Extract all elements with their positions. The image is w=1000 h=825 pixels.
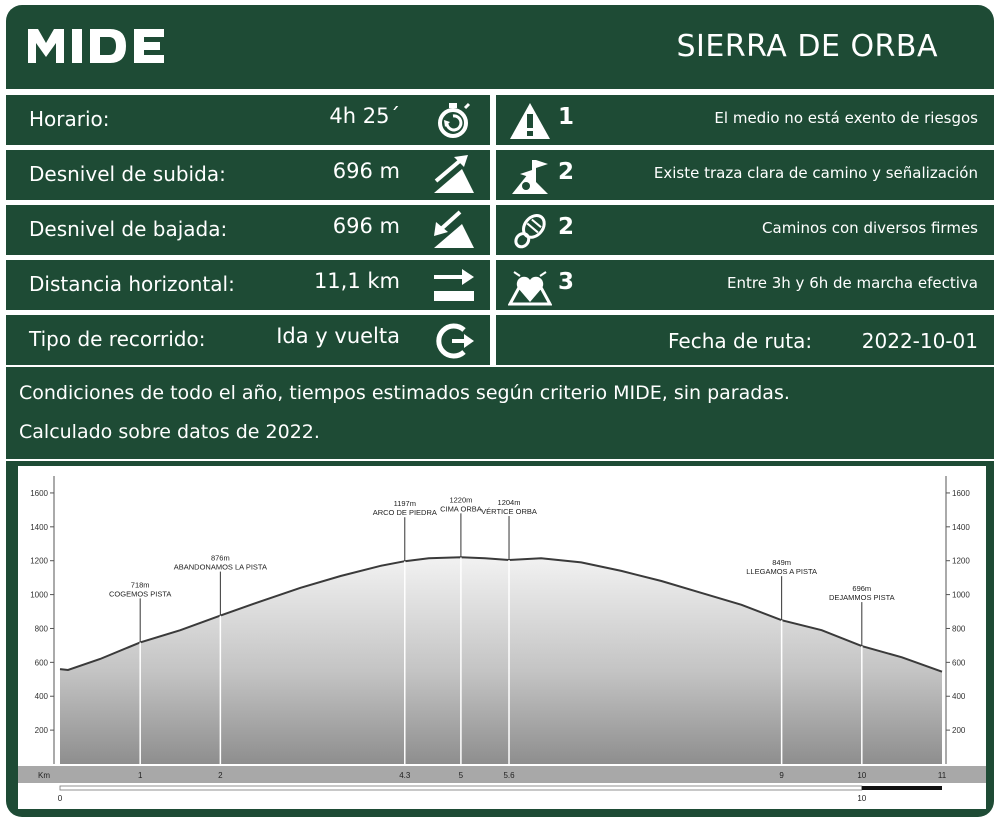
x-tick-label: 4.3 [399,771,411,780]
waypoint-name-label: COGEMOS PISTA [108,589,172,599]
rating-row-esfuerzo [496,260,994,310]
waypoint-name-label: LLEGAMOS A PISTA [746,567,818,577]
y-tick-label-right: 800 [952,624,966,634]
round-trip-icon [432,320,474,360]
waypoint-name-label: ABANDONAMOS LA PISTA [173,562,267,572]
footprint-icon [508,211,552,251]
scale-bar-dark [862,786,942,790]
rating-score: 2 [558,159,575,185]
rating-score: 1 [558,104,575,130]
distance-arrow-icon [432,265,474,305]
orientation-signpost-icon [508,156,552,196]
scale-label-start: 0 [57,794,63,803]
route-date-value: 2022-10-01 [861,329,978,353]
rating-text: Entre 3h y 6h de marcha efectiva [727,274,978,292]
waypoint-elevation-label: 1220m [449,495,473,505]
stat-value: 11,1 km [313,269,400,293]
mide-card [6,5,994,817]
km-axis-bar [18,766,986,783]
stat-label: Desnivel de bajada: [29,217,228,241]
ascent-arrow-icon [432,155,474,195]
elevation-profile-panel [6,461,994,817]
scale-label-end: 10 [857,794,867,803]
stat-label: Horario: [29,107,110,131]
y-tick-label-right: 1200 [952,556,970,566]
waypoint-elevation-label: 876m [210,553,230,563]
y-tick-label-right: 1600 [952,488,970,498]
stat-row-distancia [6,260,490,310]
conditions-note [6,367,994,459]
y-tick-label-left: 1000 [30,590,48,600]
stat-label: Distancia horizontal: [29,272,235,296]
y-tick-label-right: 1000 [952,590,970,600]
stopwatch-icon [432,100,474,140]
mide-logo-graphic [26,23,191,67]
y-tick-label-left: 1200 [30,556,48,566]
x-tick-label: 10 [857,771,867,780]
elevation-chart-box [18,466,986,809]
stat-label: Desnivel de subida: [29,162,226,186]
y-tick-label-left: 1600 [30,488,48,498]
y-tick-label-right: 200 [952,726,966,736]
waypoint-name-label: CIMA ORBA [440,504,482,514]
y-tick-label-right: 600 [952,658,966,668]
conditions-line-1: Condiciones de todo el año, tiempos estimados según criterio MIDE, sin paradas. [19,382,790,404]
route-title: SIERRA DE ORBA [676,29,938,64]
waypoint-name-label: DEJAMMOS PISTA [828,593,895,603]
route-date-row [496,315,994,365]
waypoint-elevation-label: 1197m [393,499,416,509]
x-tick-label: 1 [137,771,143,780]
y-tick-label-left: 200 [34,726,48,736]
rating-text: Existe traza clara de camino y señalización [653,164,978,182]
rating-text: El medio no está exento de riesgos [714,109,978,127]
stat-row-horario [6,95,490,145]
descent-arrow-icon [432,210,474,250]
profile-area [60,557,942,764]
waypoint-elevation-label: 1204m [497,498,521,508]
waypoint-name-label: VÉRTICE ORBA [481,507,537,517]
rating-row-itinerario [496,150,994,200]
waypoint-elevation-label: 849m [772,558,792,568]
y-tick-label-left: 800 [34,624,48,634]
conditions-line-2: Calculado sobre datos de 2022. [19,421,320,443]
stat-value: 696 m [332,214,400,238]
x-tick-label: 5.6 [503,771,515,780]
x-tick-label: 9 [779,771,784,780]
waypoint-elevation-label: 696m [852,584,872,594]
rating-row-desplazamiento [496,205,994,255]
stat-value: Ida y vuelta [276,324,400,348]
km-axis-label: Km [38,771,50,780]
stat-row-bajada [6,205,490,255]
scale-bar-light [60,786,862,790]
effort-heart-icon [508,266,552,306]
x-tick-label: 11 [937,771,947,780]
x-tick-label: 5 [458,771,464,780]
rating-row-medio [496,95,994,145]
y-tick-label-right: 1400 [952,522,970,532]
y-tick-label-left: 400 [34,692,48,702]
route-date-label: Fecha de ruta: [668,329,813,353]
waypoint-elevation-label: 718m [130,580,150,590]
stat-value: 696 m [332,159,400,183]
stat-value: 4h 25´ [329,104,400,128]
warning-triangle-icon [508,101,552,141]
stat-label: Tipo de recorrido: [29,327,206,351]
y-tick-label-left: 600 [34,658,48,668]
y-tick-label-right: 400 [952,692,966,702]
header [6,5,994,89]
elevation-profile-chart [18,466,986,809]
y-tick-label-left: 1400 [30,522,48,532]
rating-score: 2 [558,214,575,240]
rating-score: 3 [558,269,575,295]
waypoint-name-label: ARCO DE PIEDRA [372,508,437,518]
mide-logo [26,23,191,71]
stat-row-subida [6,150,490,200]
stat-row-recorrido [6,315,490,365]
x-tick-label: 2 [218,771,223,780]
rating-text: Caminos con diversos firmes [762,219,978,237]
